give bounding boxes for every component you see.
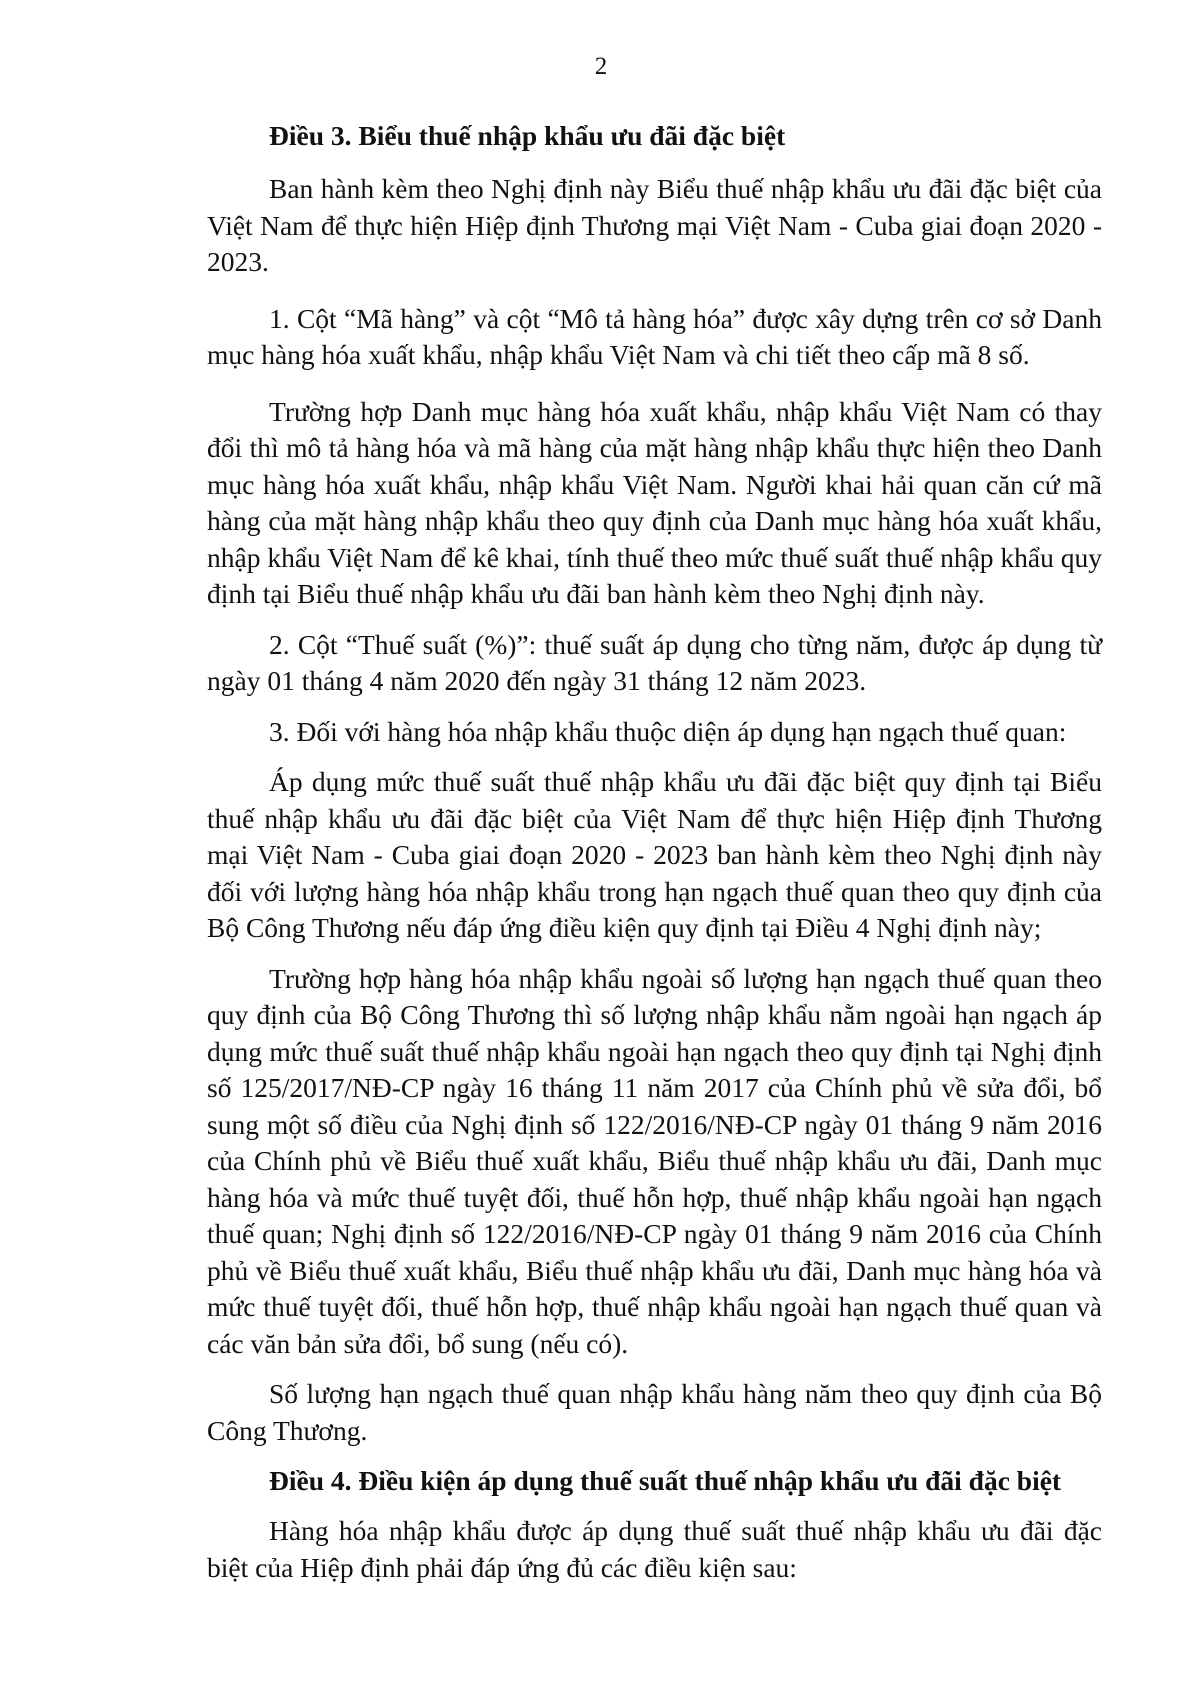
article-3-paragraph-8: Số lượng hạn ngạch thuế quan nhập khẩu hàng năm theo quy định của Bộ Công Thương. xyxy=(207,1378,1102,1446)
document-body xyxy=(207,118,1102,1586)
article-4-paragraph-1: Hàng hóa nhập khẩu được áp dụng thuế suất thuế nhập khẩu ưu đãi đặc biệt của Hiệp định phải đáp ứng đủ các điều kiện sau: xyxy=(207,1515,1102,1583)
article-3-heading: Điều 3. Biểu thuế nhập khẩu ưu đãi đặc biệt xyxy=(269,120,786,151)
article-4-heading: Điều 4. Điều kiện áp dụng thuế suất thuế nhập khẩu ưu đãi đặc biệt xyxy=(269,1465,1062,1496)
page-number: 2 xyxy=(594,53,608,80)
article-3-clause-1: 1. Cột “Mã hàng” và cột “Mô tả hàng hóa” được xây dựng trên cơ sở Danh mục hàng hóa xuất khẩu, nhập khẩu Việt Nam và chi tiết theo cấp mã 8 số. xyxy=(207,302,1102,370)
article-3-paragraph-6: Áp dụng mức thuế suất thuế nhập khẩu ưu đãi đặc biệt quy định tại Biểu thuế nhập khẩu ưu đãi đặc biệt của Việt Nam để thực hiện Hiệp định Thương mại Việt Nam - Cuba giai đoạn 2020 - 2023 ban hành kèm theo Nghị định này đối với lượng hàng hóa nhập khẩu trong hạn ngạch thuế quan theo quy định của Bộ Công Thương nếu đáp ứng điều kiện quy định tại Điều 4 Nghị định này; xyxy=(207,766,1102,943)
article-3-paragraph-3: Trường hợp Danh mục hàng hóa xuất khẩu, nhập khẩu Việt Nam có thay đổi thì mô tả hàng hóa và mã hàng của mặt hàng nhập khẩu thực hiện theo Danh mục hàng hóa xuất khẩu, nhập khẩu Việt Nam. Người khai hải quan căn cứ mã hàng của mặt hàng nhập khẩu theo quy định của Danh mục hàng hóa xuất khẩu, nhập khẩu Việt Nam để kê khai, tính thuế theo mức thuế suất thuế nhập khẩu quy định tại Biểu thuế nhập khẩu ưu đãi ban hành kèm theo Nghị định này. xyxy=(207,395,1102,609)
article-3-paragraph-1: Ban hành kèm theo Nghị định này Biểu thuế nhập khẩu ưu đãi đặc biệt của Việt Nam để thực hiện Hiệp định Thương mại Việt Nam - Cuba giai đoạn 2020 - 2023. xyxy=(207,173,1102,277)
article-3-paragraph-7: Trường hợp hàng hóa nhập khẩu ngoài số lượng hạn ngạch thuế quan theo quy định của Bộ Công Thương thì số lượng nhập khẩu nằm ngoài hạn ngạch áp dụng mức thuế suất thuế nhập khẩu ngoài hạn ngạch theo quy định tại Nghị định số 125/2017/NĐ-CP ngày 16 tháng 11 năm 2017 của Chính phủ về sửa đổi, bổ sung một số điều của Nghị định số 122/2016/NĐ-CP ngày 01 tháng 9 năm 2016 của Chính phủ về Biểu thuế xuất khẩu, Biểu thuế nhập khẩu ưu đãi, Danh mục hàng hóa và mức thuế tuyệt đối, thuế hỗn hợp, thuế nhập khẩu ngoài hạn ngạch thuế quan; Nghị định số 122/2016/NĐ-CP ngày 01 tháng 9 năm 2016 của Chính phủ về Biểu thuế xuất khẩu, Biểu thuế nhập khẩu ưu đãi, Danh mục hàng hóa và mức thuế tuyệt đối, thuế hỗn hợp, thuế nhập khẩu ngoài hạn ngạch thuế quan và các văn bản sửa đổi, bổ sung (nếu có). xyxy=(207,962,1102,1359)
article-3-clause-3: 3. Đối với hàng hóa nhập khẩu thuộc diện áp dụng hạn ngạch thuế quan: xyxy=(269,715,1067,747)
article-3-clause-2: 2. Cột “Thuế suất (%)”: thuế suất áp dụng cho từng năm, được áp dụng từ ngày 01 tháng 4 năm 2020 đến ngày 31 tháng 12 năm 2023. xyxy=(207,628,1102,696)
